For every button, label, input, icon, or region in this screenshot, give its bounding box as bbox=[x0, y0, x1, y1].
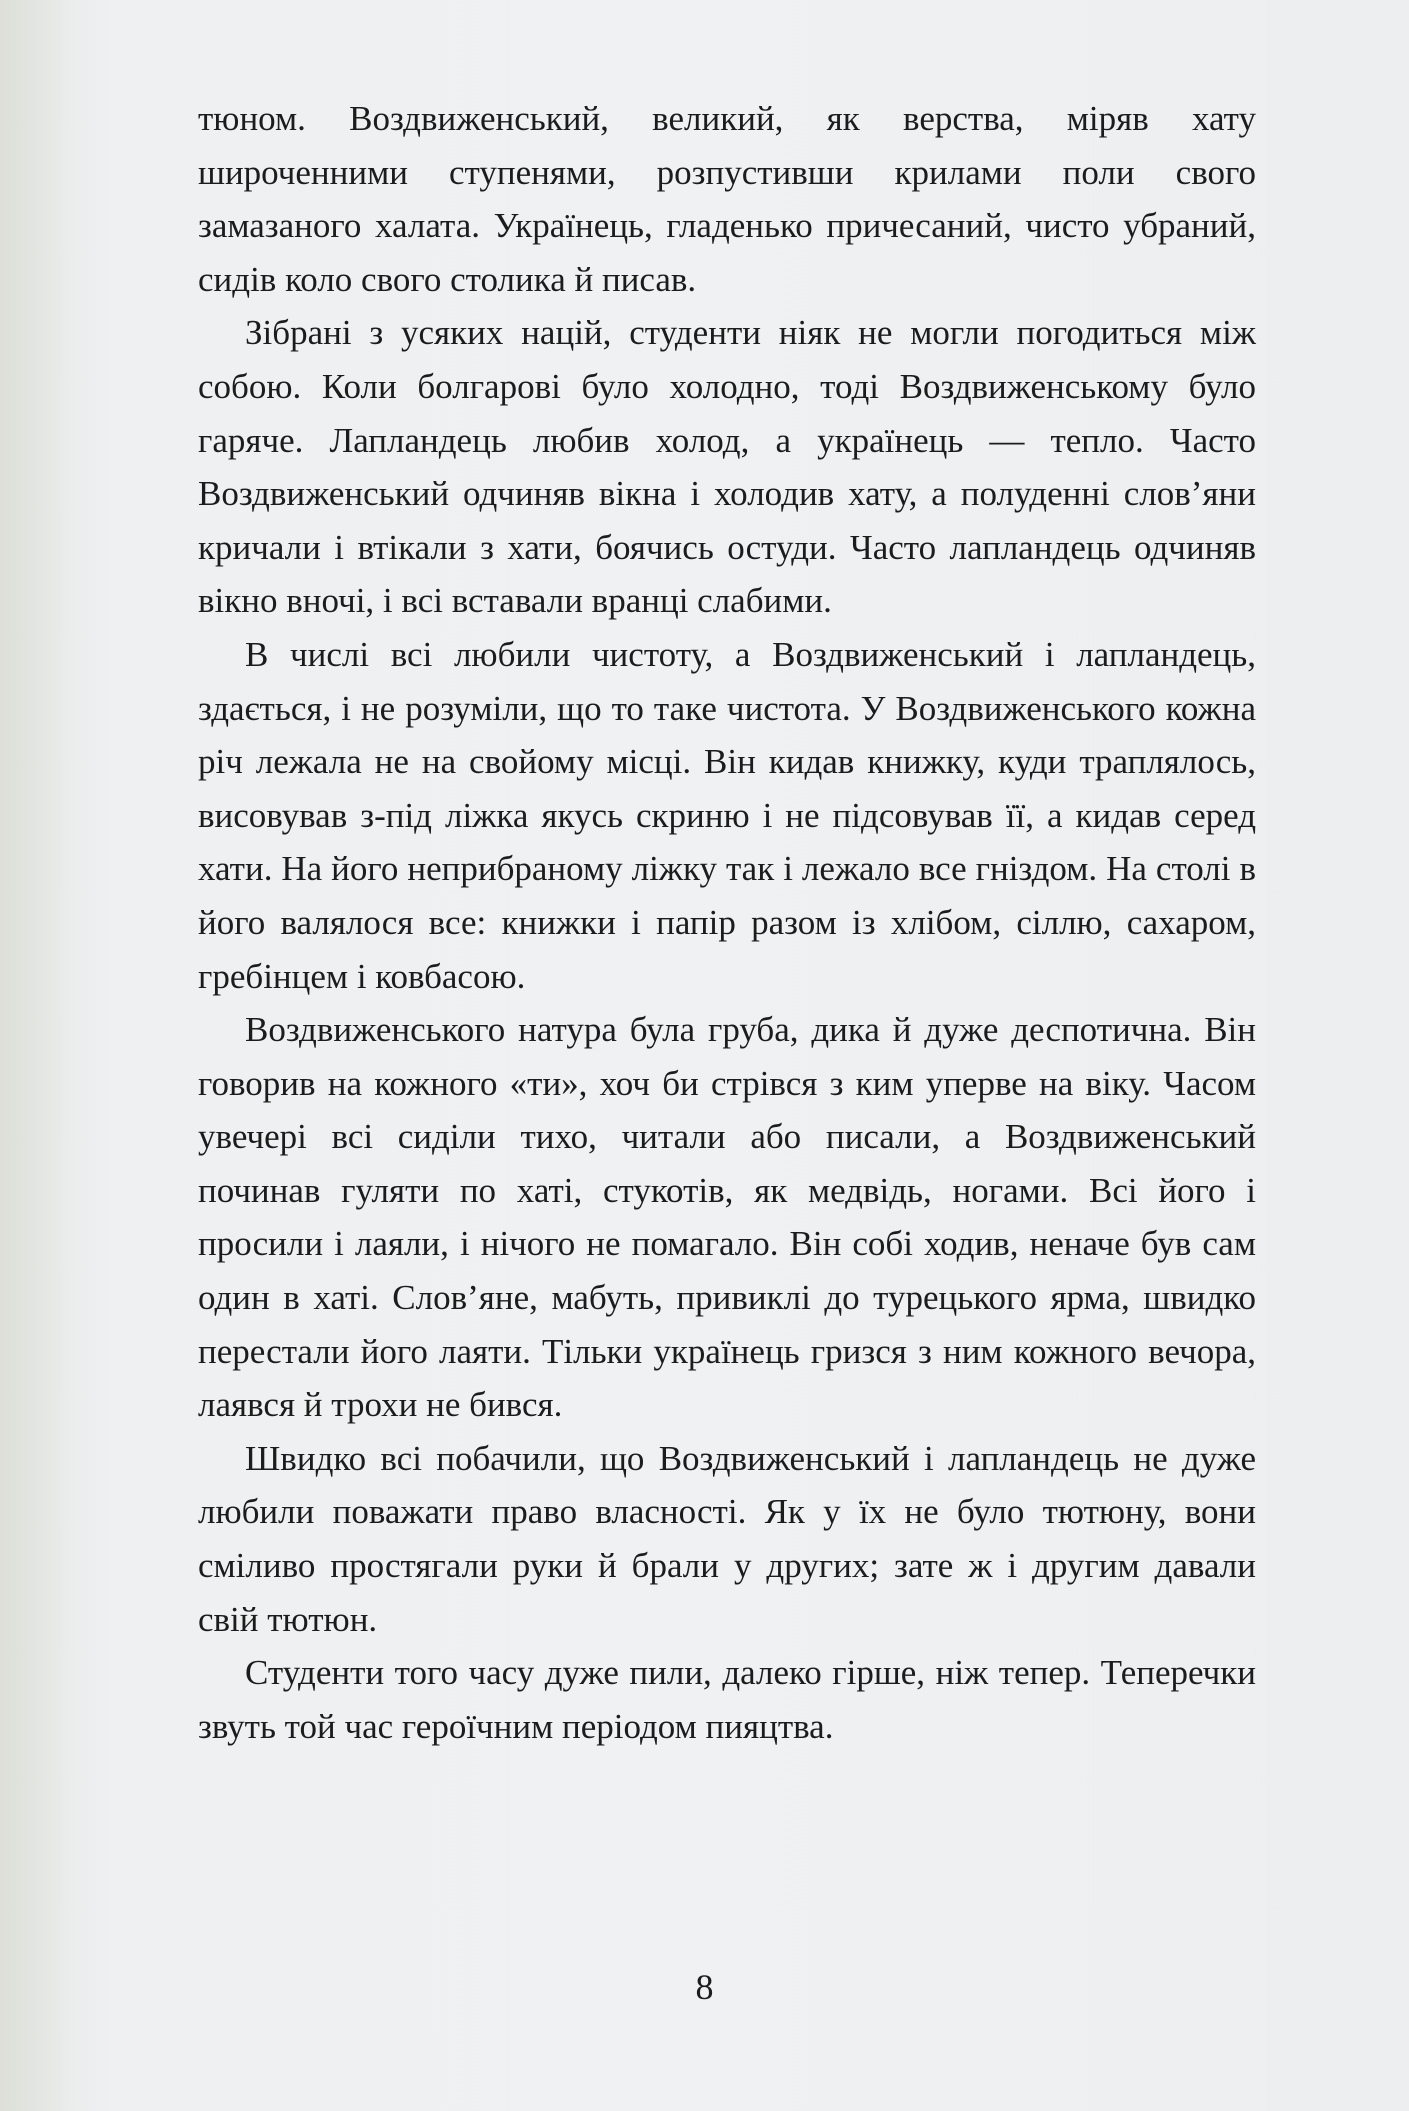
body-text bbox=[198, 92, 1256, 1753]
paragraph: Швидко всі побачили, що Воздвиженський і лапландець не дуже любили поважати право власності. Як у їх не було тютюну, вони сміливо простягали руки й брали у других; зате ж і другим давали свій тютюн. bbox=[198, 1438, 1256, 1639]
paragraph: Студенти того часу дуже пили, далеко гірше, ніж тепер. Теперечки звуть той час героїчним періодом пияцтва. bbox=[198, 1653, 1256, 1746]
paragraph: В числі всі любили чистоту, а Воздвиженський і лапландець, здається, і не розуміли, що то таке чистота. У Воздвиженського кожна річ лежала не на свойому місці. Він кидав книжку, куди траплялось, висовував з-під ліжка якусь скриню і не підсовував її, а кидав серед хати. На його неприбраному ліжку так і лежало все гніздом. На столі в його валялося все: книжки і папір разом із хлібом, сіллю, сахаром, гребінцем і ковбасою. bbox=[198, 634, 1256, 996]
paragraph: Зібрані з усяких націй, студенти ніяк не могли погодиться між собою. Коли болгарові було холодно, тоді Воздвиженському було гаряче. Лапландець любив холод, а українець — тепло. Часто Воздвиженський одчиняв вікна і холодив хату, а полуденні слов’яни кричали і втікали з хати, боячись остуди. Часто лапландець одчиняв вікно вночі, і всі вставали вранці слабими. bbox=[198, 313, 1256, 621]
paragraph-continuation: тюном. Воздвиженський, великий, як верства, міряв хату широченними ступенями, розпустивши крилами поли свого замазаного халата. Українець, гладенько причесаний, чисто убраний, сидів коло свого столика й писав. bbox=[198, 99, 1256, 299]
paragraph: Воздвиженського натура була груба, дика й дуже деспотична. Він говорив на кожного «ти», хоч би стрівся з ким уперве на віку. Часом увечері всі сиділи тихо, читали або писали, а Воздвиженський починав гуляти по хаті, стукотів, як медвідь, ногами. Всі його і просили і лаяли, і нічого не помагало. Він собі ходив, неначе був сам один в хаті. Слов’яне, мабуть, привиклі до турецького ярма, швидко перестали його лаяти. Тільки українець гризся з ним кожного вечора, лаявся й трохи не бився. bbox=[198, 1010, 1256, 1425]
page-gutter-shadow bbox=[0, 0, 70, 2111]
page-number: 8 bbox=[695, 1967, 714, 2007]
